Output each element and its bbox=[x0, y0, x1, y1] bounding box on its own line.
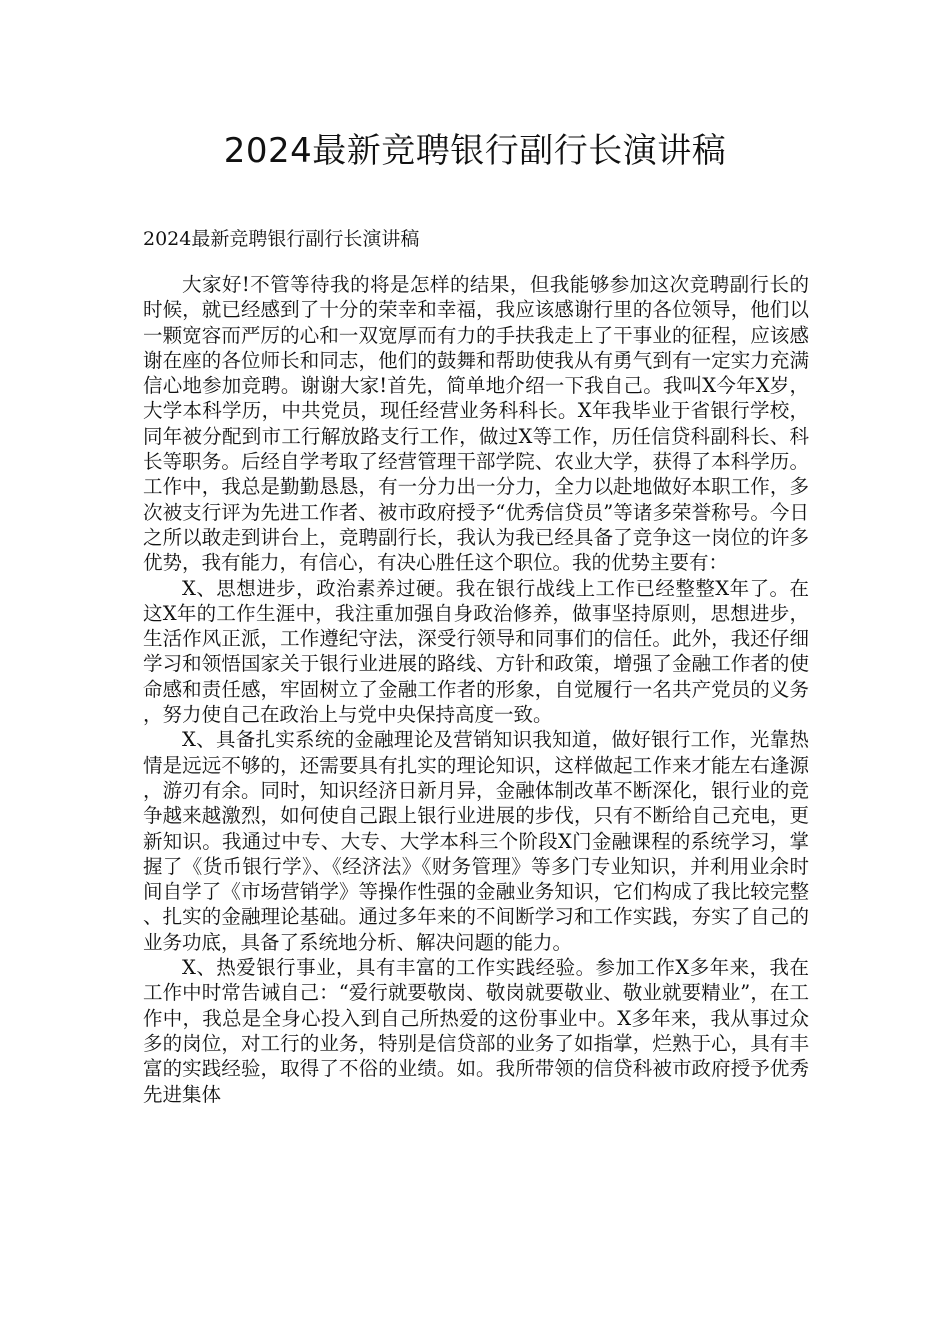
body-paragraph-theory: X、具备扎实系统的金融理论及营销知识我知道，做好银行工作，光靠热情是远远不够的，还需要具有扎实的理论知识，这样做起工作来才能左右逢源，游刃有余。同时，知识经济日新月异，金融体制改革不断深化，银行业的竞争越来越激烈，如何使自己跟上银行业进展的步伐，只有不断给自己充电，更新知识。我通过中专、大专、大学本科三个阶段X门金融课程的系统学习，掌握了《货币银行学》、《经济法》《财务管理》等多门专业知识，并利用业余时间自学了《市场营销学》等操作性强的金融业务知识，它们构成了我比较完整、扎实的金融理论基础。通过多年来的不间断学习和工作实践，夯实了自己的业务功底，具备了系统地分析、解决问题的能力。 bbox=[143, 728, 809, 954]
document-body bbox=[143, 272, 809, 1107]
body-paragraph-political: X、思想进步，政治素养过硬。我在银行战线上工作已经整整X年了。在这X年的工作生涯中，我注重加强自身政治修养，做事坚持原则，思想进步，生活作风正派，工作遵纪守法，深受行领导和同事们的信任。此外，我还仔细学习和领悟国家关于银行业进展的路线、方针和政策，增强了金融工作者的使命感和责任感，牢固树立了金融工作者的形象，自觉履行一名共产党员的义务，努力使自己在政治上与党中央保持高度一致。 bbox=[143, 576, 809, 727]
body-paragraph-intro: 大家好!不管等待我的将是怎样的结果，但我能够参加这次竞聘副行长的时候，就已经感到了十分的荣幸和幸福，我应该感谢行里的各位领导，他们以一颗宽容而严厉的心和一双宽厚而有力的手扶我走上了干事业的征程，应该感谢在座的各位师长和同志，他们的鼓舞和帮助使我从有勇气到有一定实力充满信心地参加竞聘。谢谢大家!首先，简单地介绍一下我自己。我叫X今年X岁，大学本科学历，中共党员，现任经营业务科科长。X年我毕业于省银行学校，同年被分配到市工行解放路支行工作，做过X等工作，历任信贷科副科长、科长等职务。后经自学考取了经营管理干部学院、农业大学，获得了本科学历。工作中，我总是勤勤恳恳，有一分力出一分力，全力以赴地做好本职工作，多次被支行评为先进工作者、被市政府授予“优秀信贷员”等诸多荣誉称号。今日之所以敢走到讲台上，竞聘副行长，我认为我已经具备了竞争这一岗位的许多优势，我有能力，有信心，有决心胜任这个职位。我的优势主要有： bbox=[143, 273, 809, 575]
body-paragraph-experience: X、热爱银行事业，具有丰富的工作实践经验。参加工作X多年来，我在工作中时常告诫自己：“爱行就要敬岗、敬岗就要敬业、敬业就要精业”，在工作中，我总是全身心投入到自己所热爱的这份事业中。X多年来，我从事过众多的岗位，对工行的业务，特别是信贷部的业务了如指掌，烂熟于心，具有丰富的实践经验，取得了不俗的业绩。如。我所带领的信贷科被市政府授予优秀先进集体 bbox=[143, 956, 809, 1106]
document-subtitle: 2024最新竞聘银行副行长演讲稿 bbox=[143, 228, 420, 250]
document-title: 2024最新竞聘银行副行长演讲稿 bbox=[223, 131, 727, 171]
